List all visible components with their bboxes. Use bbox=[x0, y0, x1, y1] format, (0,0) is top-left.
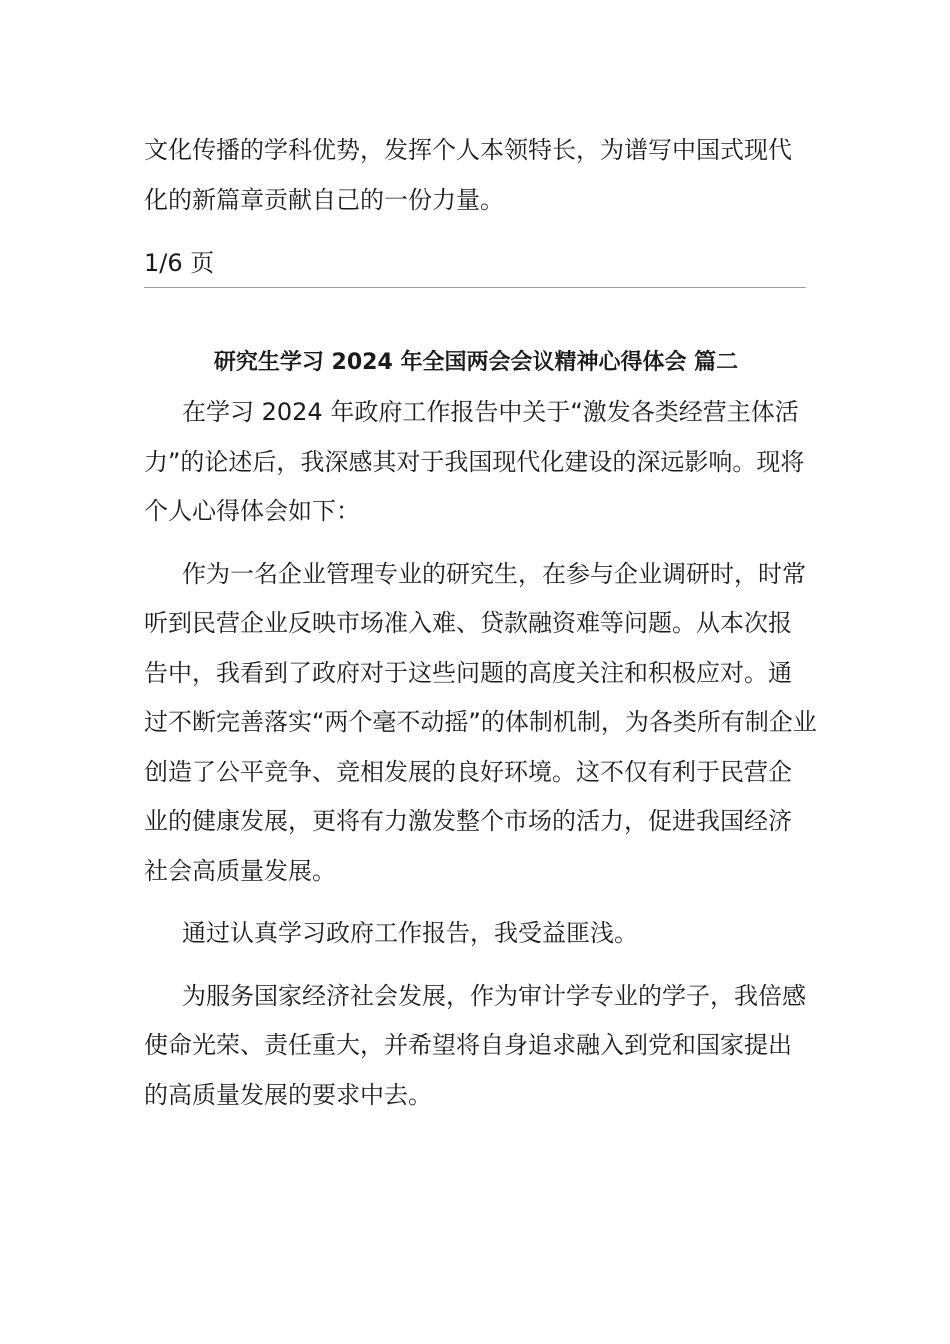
text-line: 个人心得体会如下： bbox=[144, 497, 360, 525]
intro-paragraph bbox=[144, 126, 792, 225]
paragraph-spacer bbox=[144, 896, 817, 909]
text-line: 化的新篇章贡献自己的一份力量。 bbox=[144, 185, 504, 214]
text-line: 使命光荣、责任重大，并希望将自身追求融入到党和国家提出 bbox=[144, 1031, 792, 1059]
text-line: 创造了公平竞争、竞相发展的良好环境。这不仅有利于民营企 bbox=[144, 757, 792, 786]
body-text bbox=[144, 388, 817, 1120]
paragraph bbox=[144, 909, 817, 959]
text-line: 的高质量发展的要求中去。 bbox=[144, 1080, 432, 1109]
paragraph bbox=[144, 972, 817, 1121]
text-line: 作为一名企业管理专业的研究生，在参与企业调研时，时常 bbox=[182, 559, 806, 588]
text-line: 告中，我看到了政府对于这些问题的高度关注和积极应对。通 bbox=[144, 658, 792, 687]
page-divider bbox=[144, 287, 806, 288]
section-title: 研究生学习 2024 年全国两会会议精神心得体会 篇二 bbox=[213, 350, 739, 375]
text-line: 过不断完善落实“两个毫不动摇”的体制机制，为各类所有制企业 bbox=[144, 708, 817, 736]
text-line: 业的健康发展，更将有力激发整个市场的活力，促进我国经济 bbox=[144, 807, 792, 835]
text-line: 力”的论述后，我深感其对于我国现代化建设的深远影响。现将 bbox=[144, 447, 805, 476]
text-line: 为服务国家经济社会发展，作为审计学专业的学子，我倍感 bbox=[182, 981, 806, 1010]
paragraph bbox=[144, 550, 817, 897]
text-line: 通过认真学习政府工作报告，我受益匪浅。 bbox=[182, 919, 638, 947]
paragraph-spacer bbox=[144, 537, 817, 550]
page-number: 1/6 页 bbox=[144, 249, 215, 277]
text-line: 听到民营企业反映市场准入难、贷款融资难等问题。从本次报 bbox=[144, 609, 792, 637]
text-line: 社会高质量发展。 bbox=[144, 856, 336, 885]
text-line: 文化传播的学科优势，发挥个人本领特长，为谱写中国式现代 bbox=[144, 136, 792, 164]
paragraph bbox=[144, 388, 817, 537]
text-line: 在学习 2024 年政府工作报告中关于“激发各类经营主体活 bbox=[182, 398, 799, 426]
paragraph-spacer bbox=[144, 959, 817, 972]
